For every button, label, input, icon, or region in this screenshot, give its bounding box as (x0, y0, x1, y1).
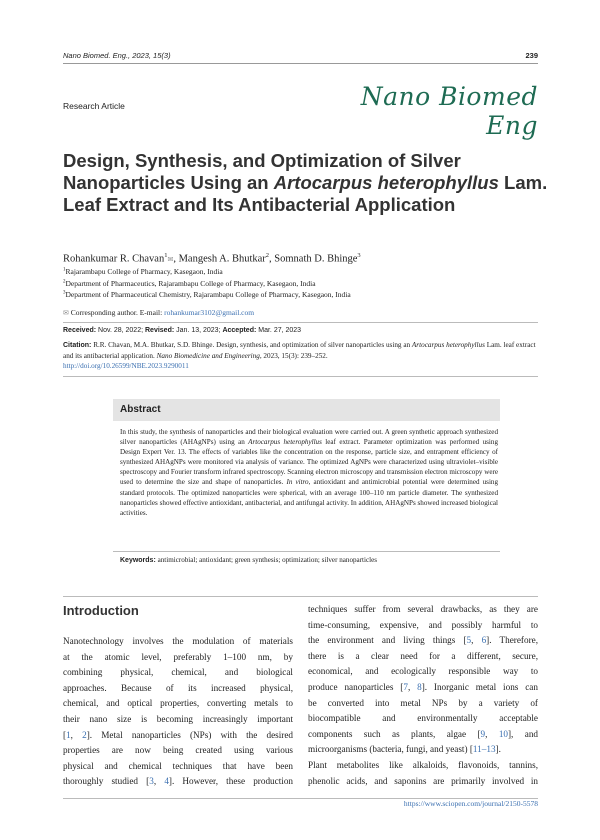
author-affil-sup: 1 (164, 252, 168, 259)
corresponding-label: Corresponding author. E-mail: (70, 308, 165, 317)
citation-text: Lam. leaf extract and its antibacterial application. (63, 341, 536, 360)
body-text-line: economical, and ecologically responsible way to (308, 666, 538, 677)
abstract-header-bar (113, 399, 500, 421)
doi-link[interactable]: http://doi.org/10.26599/NBE.2023.9290011 (63, 362, 189, 370)
keywords-label: Keywords: (120, 557, 156, 564)
header-divider (63, 63, 538, 64)
body-text-line: combining physical, chemical, and biological (63, 667, 293, 678)
affiliation (63, 290, 351, 299)
body-text-line: their nano size is becoming increasingly important (63, 713, 293, 724)
received-date: Nov. 28, 2022; (98, 327, 144, 334)
reference-link[interactable]: 8 (417, 681, 422, 692)
journal-url-link[interactable]: https://www.sciopen.com/journal/2150-5578 (403, 799, 538, 808)
accepted-label: Accepted: (222, 327, 257, 334)
citation-text: , 2023, 15(3): 239–252. (259, 352, 328, 360)
body-text-line: chemical, and optical properties, converting metals to (63, 698, 293, 709)
corresponding-email-link[interactable]: rohankumar3102@gmail.com (164, 308, 255, 317)
reference-link[interactable]: 11–13 (472, 744, 496, 755)
abstract-divider (113, 551, 500, 552)
author-list: Rohankumar R. Chavan$^1$✉, Mangesh A. Bhutkar$^2$, Somnath D. Bhinge$^3$ (63, 252, 361, 265)
body-text-line: Plant metabolites like alkaloids, flavonoids, tannins, (308, 759, 538, 770)
abstract-species: Artocarpus heterophyllus (248, 438, 322, 447)
reference-link[interactable]: 9 (480, 728, 486, 739)
body-text-line: properties are now being created using various (63, 745, 293, 756)
reference-link[interactable]: 2 (82, 729, 87, 740)
revised-label: Revised: (145, 327, 175, 334)
body-column-right (308, 602, 538, 789)
journal-logo: Nano Biomed Eng (360, 82, 538, 140)
article-type: Research Article (63, 101, 125, 111)
title-line-3: Leaf Extract and Its Antibacterial Application (63, 194, 456, 215)
body-column-left (63, 634, 293, 790)
title-line-2-pre: Nanoparticles Using an (63, 172, 274, 193)
body-text-line: time-consuming, expensive, and possibly harmful to (308, 619, 538, 630)
author-affil-sup: 2 (265, 252, 270, 259)
author-affil-sup: 3 (357, 252, 361, 259)
affiliation-text: Department of Pharmaceutical Chemistry, Rajarambapu College of Pharmacy, Kasegaon, India (65, 290, 351, 299)
abstract-section (113, 399, 500, 574)
journal-citation: Nano Biomed. Eng., 2023, 15(3) (63, 51, 171, 60)
article-dates (63, 327, 301, 334)
affiliation-sup: 2 (63, 279, 66, 285)
author-name: Rohankumar R. Chavan (63, 253, 165, 265)
accepted-date: Mar. 27, 2023 (258, 327, 302, 334)
divider (63, 322, 538, 323)
citation-species: Artocarpus heterophyllus (411, 341, 485, 349)
title-species: Artocarpus heterophyllus (273, 172, 499, 193)
reference-link[interactable]: 1 (66, 729, 71, 740)
keywords-list: antimicrobial; antioxidant; green synthesis; optimization; silver nanoparticles (155, 556, 378, 564)
body-text-line: at the atomic level, preferably 1–100 nm, by (63, 651, 293, 662)
keywords (120, 556, 377, 564)
body-text-line: produce nanoparticles [7, 8]. Inorganic metal ions can (308, 681, 538, 692)
title-line-2 (63, 172, 548, 194)
body-text-line: there is a clear need for a different, secure, (308, 650, 538, 661)
reference-link[interactable]: 4 (164, 776, 169, 787)
envelope-icon[interactable]: ✉ (167, 255, 174, 264)
title-line-1: Design, Synthesis, and Optimization of Silver (63, 150, 461, 171)
body-text-line: microorganisms (bacteria, fungi, and yeast) [11–13]. (308, 744, 501, 755)
reference-link[interactable]: 5 (466, 635, 472, 646)
reference-link[interactable]: 6 (481, 635, 487, 646)
abstract-title: Abstract (120, 404, 161, 415)
introduction-heading: Introduction (63, 603, 139, 618)
body-text-line: phenolic acids, and saponins are primarily involved in (308, 775, 538, 786)
divider (63, 376, 538, 377)
reference-link[interactable]: 7 (403, 681, 408, 692)
running-header (63, 49, 538, 63)
abstract-segment: leaf extract. Parameter optimization was performed using Design Expert Ver. 13. The effects of variables like the concentration on the response, particle size, and entrapment efficiency of synthesized AHAgNPs were monitored via analysis of variance. The optimized AgNPs were characterized using ultraviolet–visible spectroscopy and Fourier transform infrared spectroscopy. Scanning electron microscopy and transmission electron microscopy were used to determine the size and shape of nanoparticles. (120, 438, 498, 487)
body-text-line: physical and chemical techniques that have been (63, 760, 293, 771)
title-line-2-post: Lam. (498, 172, 548, 193)
body-text-line: biocompatible and environmentally acceptable (308, 713, 538, 724)
body-text-line: techniques suffer from several drawbacks, as they are (308, 604, 538, 614)
reference-link[interactable]: 3 (149, 776, 154, 787)
divider (63, 596, 538, 597)
citation-journal: Nano Biomedicine and Engineering (156, 352, 260, 360)
citation (63, 340, 538, 362)
citation-text: R.R. Chavan, M.A. Bhutkar, S.D. Bhinge. Design, synthesis, and optimization of silver nanoparticles using an (91, 341, 412, 349)
reference-link[interactable]: 10 (498, 728, 508, 739)
page-number: 239 (525, 51, 538, 60)
body-text-line: components such as plants, algae [9, 10], and (308, 728, 539, 739)
body-text-line: be converted into metal NPs by a variety of (308, 697, 538, 708)
received-label: Received: (63, 327, 97, 334)
abstract-in-vitro: In vitro, (286, 478, 311, 487)
revised-date: Jan. 13, 2023; (176, 327, 221, 334)
body-text-line: approaches. Because of its increased physical, (63, 682, 293, 693)
affiliation (63, 279, 316, 288)
article-title (63, 150, 548, 216)
abstract-text (120, 427, 498, 518)
affiliation-sup: 3 (63, 290, 66, 296)
corresponding-author (63, 308, 254, 317)
body-text-line: [1, 2]. Metal nanoparticles (NPs) with the desired (63, 729, 294, 740)
envelope-icon: ✉ (63, 309, 69, 317)
author-name: Mangesh A. Bhutkar (178, 253, 266, 265)
body-text-line: Nanotechnology involves the modulation of materials (63, 636, 293, 646)
body-text-line: thoroughly studied [3, 4]. However, these production (63, 776, 294, 787)
affiliation-text: Department of Pharmaceutics, Rajarambapu College of Pharmacy, Kasegaon, India (65, 279, 316, 288)
author-name: Somnath D. Bhinge (274, 253, 358, 265)
affiliation (63, 267, 223, 276)
abstract-segment: In this study, the synthesis of nanoparticles and their biological evaluation were carried out. A green synthetic approach synthesized silver nanoparticles (AHAgNPs) using an (120, 428, 498, 447)
citation-label: Citation: (63, 342, 92, 349)
affiliation-sup: 1 (63, 267, 66, 273)
affiliation-text: Rajarambapu College of Pharmacy, Kasegaon, India (65, 267, 223, 276)
abstract-segment: antioxidant and antimicrobial potential were determined using standard protocols. The optimized nanoparticles were spherical, with an average 100–110 nm particle diameter. The synthesized nanoparticles showed effective antioxidant, antibacterial, and antifungal activity. In addition, AHAgNPs showed increased biological activities. (120, 478, 499, 517)
body-text-line: the environment and living things [5, 6]. Therefore, (308, 635, 539, 646)
